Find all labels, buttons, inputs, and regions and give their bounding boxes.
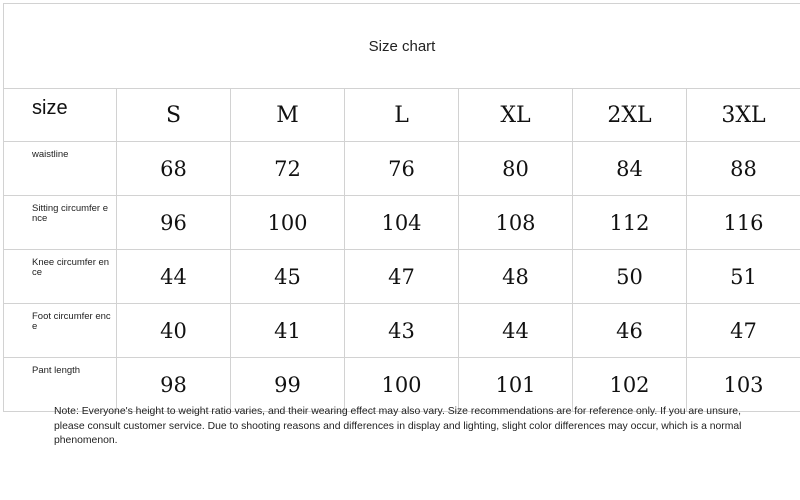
- table-cell: 80: [459, 142, 573, 196]
- table-cell: 51: [687, 250, 800, 304]
- header-size-label: size: [4, 89, 117, 142]
- table-cell: 47: [345, 250, 459, 304]
- table-row: [4, 304, 800, 358]
- table-cell: 103: [687, 358, 800, 412]
- table-cell: 98: [117, 358, 231, 412]
- table-cell: 99: [231, 358, 345, 412]
- size-header-xl: XL: [459, 89, 573, 142]
- table-cell: 45: [231, 250, 345, 304]
- table-cell: 76: [345, 142, 459, 196]
- table-cell: 88: [687, 142, 800, 196]
- table-cell: 112: [573, 196, 687, 250]
- table-cell: 104: [345, 196, 459, 250]
- table-cell: 40: [117, 304, 231, 358]
- table-cell: 102: [573, 358, 687, 412]
- table-cell: 101: [459, 358, 573, 412]
- table-cell: 50: [573, 250, 687, 304]
- row-label-sitting-circumference: Sitting circumfer ence: [4, 196, 117, 250]
- size-chart: [3, 3, 800, 412]
- table-cell: 43: [345, 304, 459, 358]
- table-cell: 108: [459, 196, 573, 250]
- table-row: [4, 250, 800, 304]
- chart-title: Size chart: [4, 4, 800, 89]
- size-header-2xl: 2XL: [573, 89, 687, 142]
- table-cell: 44: [459, 304, 573, 358]
- size-table: [3, 3, 800, 412]
- table-cell: 96: [117, 196, 231, 250]
- table-cell: 68: [117, 142, 231, 196]
- table-cell: 84: [573, 142, 687, 196]
- table-cell: 48: [459, 250, 573, 304]
- table-cell: 44: [117, 250, 231, 304]
- table-cell: 41: [231, 304, 345, 358]
- header-row: [4, 89, 800, 142]
- table-row: [4, 142, 800, 196]
- size-header-s: S: [117, 89, 231, 142]
- table-cell: 116: [687, 196, 800, 250]
- row-label-foot-circumference: Foot circumfer ence: [4, 304, 117, 358]
- table-cell: 100: [345, 358, 459, 412]
- row-label-waistline: waistline: [4, 142, 117, 196]
- table-cell: 100: [231, 196, 345, 250]
- disclaimer-note: Note: Everyone's height to weight ratio varies, and their wearing effect may also vary. Size recommendations are for reference only. If you are unsure, please consult customer service. Due to shooting reasons and differences in display and lighting, slight color differences may occur, which is a normal phenomenon.: [54, 406, 742, 446]
- table-cell: 72: [231, 142, 345, 196]
- size-header-m: M: [231, 89, 345, 142]
- size-header-l: L: [345, 89, 459, 142]
- table-row: [4, 358, 800, 412]
- table-cell: 46: [573, 304, 687, 358]
- size-header-3xl: 3XL: [687, 89, 800, 142]
- table-cell: 47: [687, 304, 800, 358]
- row-label-knee-circumference: Knee circumfer ence: [4, 250, 117, 304]
- row-label-pant-length: Pant length: [4, 358, 117, 412]
- table-row: [4, 196, 800, 250]
